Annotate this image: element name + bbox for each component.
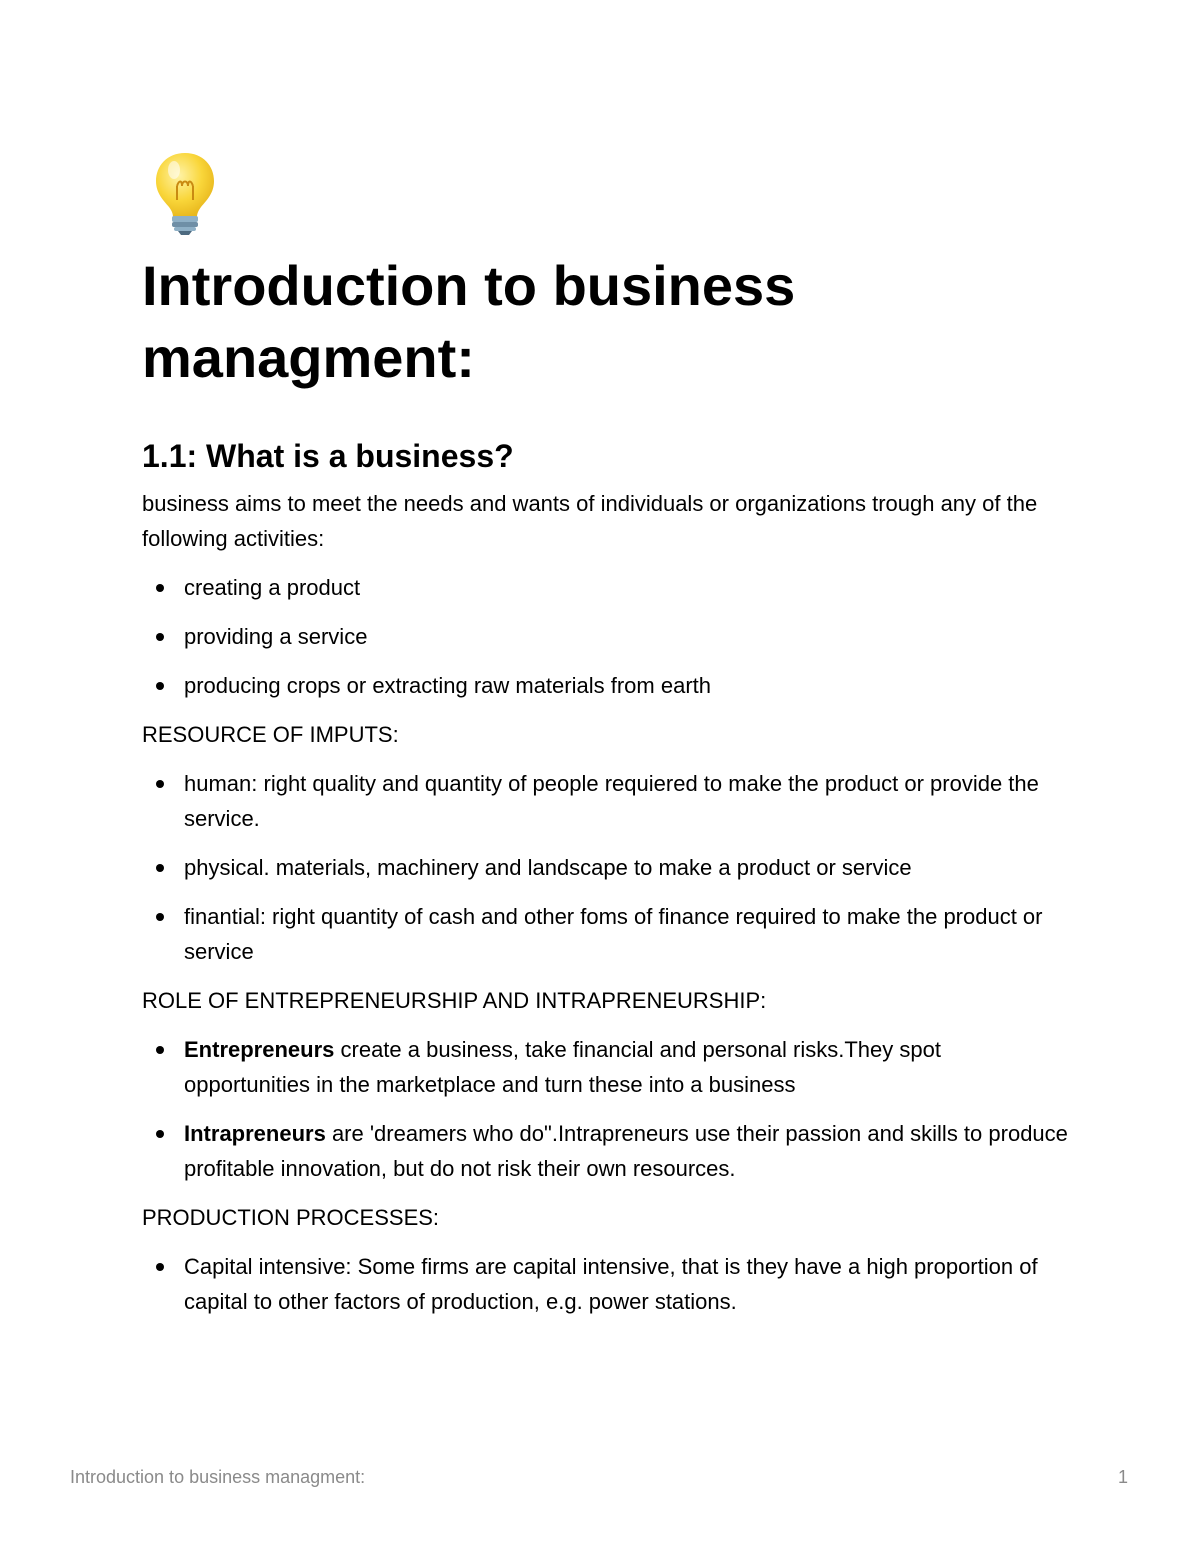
section-heading: 1.1: What is a business? [142, 438, 514, 474]
list-item: producing crops or extracting raw materials from earth [142, 668, 1072, 703]
role-term: Intrapreneurs [184, 1121, 326, 1146]
list-item [142, 1032, 1072, 1102]
resources-list [142, 766, 1072, 969]
list-item: physical. materials, machinery and landscape to make a product or service [142, 850, 1072, 885]
activities-list [142, 570, 1072, 703]
list-item: providing a service [142, 619, 1072, 654]
processes-list [142, 1249, 1072, 1319]
footer-title: Introduction to business managment: [70, 1467, 366, 1487]
role-term: Entrepreneurs [184, 1037, 335, 1062]
list-item: finantial: right quantity of cash and other foms of finance required to make the product or service [142, 899, 1072, 969]
intro-paragraph: business aims to meet the needs and wants of individuals or organizations trough any of the following activities: [142, 491, 1038, 551]
role-text: create a business, take financial and personal risks.They spot opportunities in the marketplace and turn these into a business [184, 1037, 941, 1097]
list-item: human: right quality and quantity of people requiered to make the product or provide the service. [142, 766, 1072, 836]
processes-label: PRODUCTION PROCESSES: [142, 1205, 440, 1230]
page-number: 1 [1117, 1467, 1128, 1487]
page-title: Introduction to business managment: [142, 254, 796, 389]
list-item: creating a product [142, 570, 1072, 605]
list-item [142, 1116, 1072, 1186]
roles-label: ROLE OF ENTREPRENEURSHIP AND INTRAPRENEURSHIP: [142, 988, 767, 1013]
list-item: Capital intensive: Some firms are capital intensive, that is they have a high proportion of capital to other factors of production, e.g. power stations. [142, 1249, 1072, 1319]
resources-label: RESOURCE OF IMPUTS: [142, 722, 399, 747]
role-text: are 'dreamers who do".Intrapreneurs use their passion and skills to produce profitable innovation, but do not risk their own resources. [184, 1121, 1068, 1181]
document-body [142, 434, 1072, 1333]
roles-list [142, 1032, 1072, 1186]
lightbulb-icon [152, 150, 218, 236]
